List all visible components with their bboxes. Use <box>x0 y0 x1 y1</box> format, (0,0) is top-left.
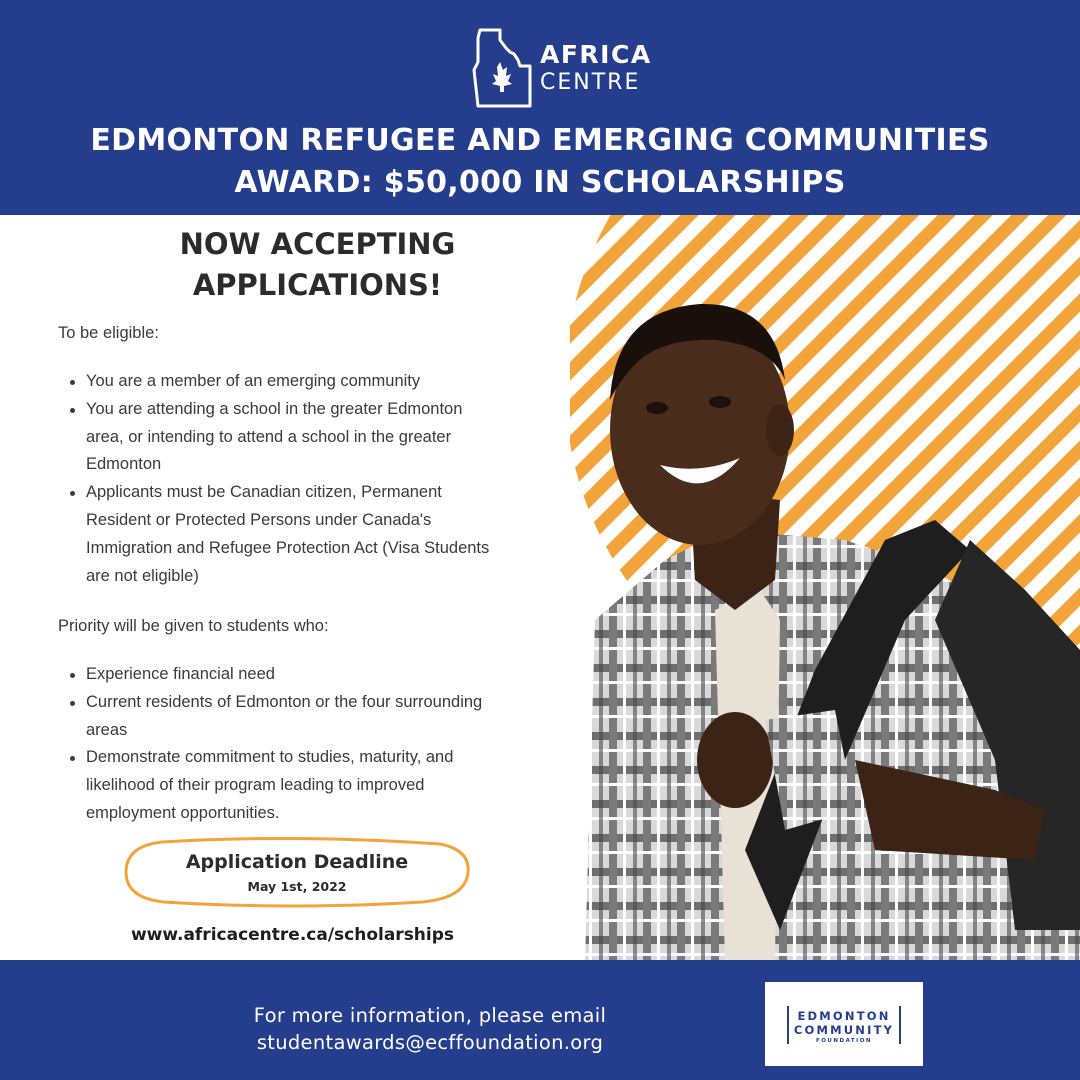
list-item-text: likelihood of their program leading to improved <box>86 776 425 795</box>
alberta-map-maple-leaf-icon <box>470 26 538 110</box>
list-item-text: employment opportunities. <box>86 803 280 822</box>
list-item-text: Immigration and Refugee Protection Act (Visa Students <box>86 538 490 557</box>
contact-line: For more information, please email <box>253 1004 607 1027</box>
list-item <box>58 689 563 745</box>
logo-text-africa: AFRICA <box>540 40 652 69</box>
list-item <box>58 744 563 827</box>
list-item <box>58 661 563 689</box>
student-photo <box>575 290 1080 960</box>
list-item-text: are not eligible) <box>86 566 199 585</box>
list-item-text: Edmonton <box>86 455 162 474</box>
priority-list <box>58 661 563 828</box>
logo-text-centre: CENTRE <box>540 70 641 95</box>
list-item-text: areas <box>86 720 128 739</box>
list-item-text: You are attending a school in the greater Edmonton <box>86 399 463 418</box>
contact-info <box>210 1002 650 1056</box>
website-link[interactable]: www.africacentre.ca/scholarships <box>130 925 455 945</box>
title-line-1: EDMONTON REFUGEE AND EMERGING COMMUNITIES <box>90 123 990 158</box>
list-item-text: Applicants must be Canadian citizen, Permanent <box>86 483 442 502</box>
list-item <box>58 396 563 479</box>
title-line-2: AWARD: $50,000 IN SCHOLARSHIPS <box>234 165 846 200</box>
deadline-title: Application Deadline <box>185 851 409 873</box>
heading-line-2: APPLICATIONS! <box>192 268 443 302</box>
eligibility-intro: To be eligible: <box>58 324 159 342</box>
logo-text-edmonton: EDMONTON <box>797 1009 891 1023</box>
list-item <box>58 368 563 396</box>
priority-intro: Priority will be given to students who: <box>58 617 329 635</box>
contact-email[interactable]: studentawards@ecffoundation.org <box>256 1031 604 1054</box>
logo-text-foundation: FOUNDATION <box>816 1038 872 1044</box>
deadline-date: May 1st, 2022 <box>247 879 347 894</box>
list-item-text: You are a member of an emerging community <box>86 372 421 390</box>
list-item-text: Demonstrate commitment to studies, maturity, and <box>86 748 454 767</box>
list-item-text: area, or intending to attend a school in the greater <box>86 427 452 446</box>
logo-text-community: COMMUNITY <box>793 1023 895 1037</box>
list-item-text: Resident or Protected Persons under Canada's <box>86 510 432 529</box>
list-item <box>58 479 563 590</box>
africa-centre-logo <box>470 26 670 110</box>
page-title <box>60 120 1020 204</box>
edmonton-community-foundation-logo <box>765 982 923 1066</box>
list-item-text: Experience financial need <box>86 665 275 683</box>
accepting-applications-heading <box>100 224 535 306</box>
eligibility-list <box>58 368 563 590</box>
list-item-text: Current residents of Edmonton or the four surrounding <box>86 692 483 711</box>
heading-line-1: NOW ACCEPTING <box>179 227 456 261</box>
